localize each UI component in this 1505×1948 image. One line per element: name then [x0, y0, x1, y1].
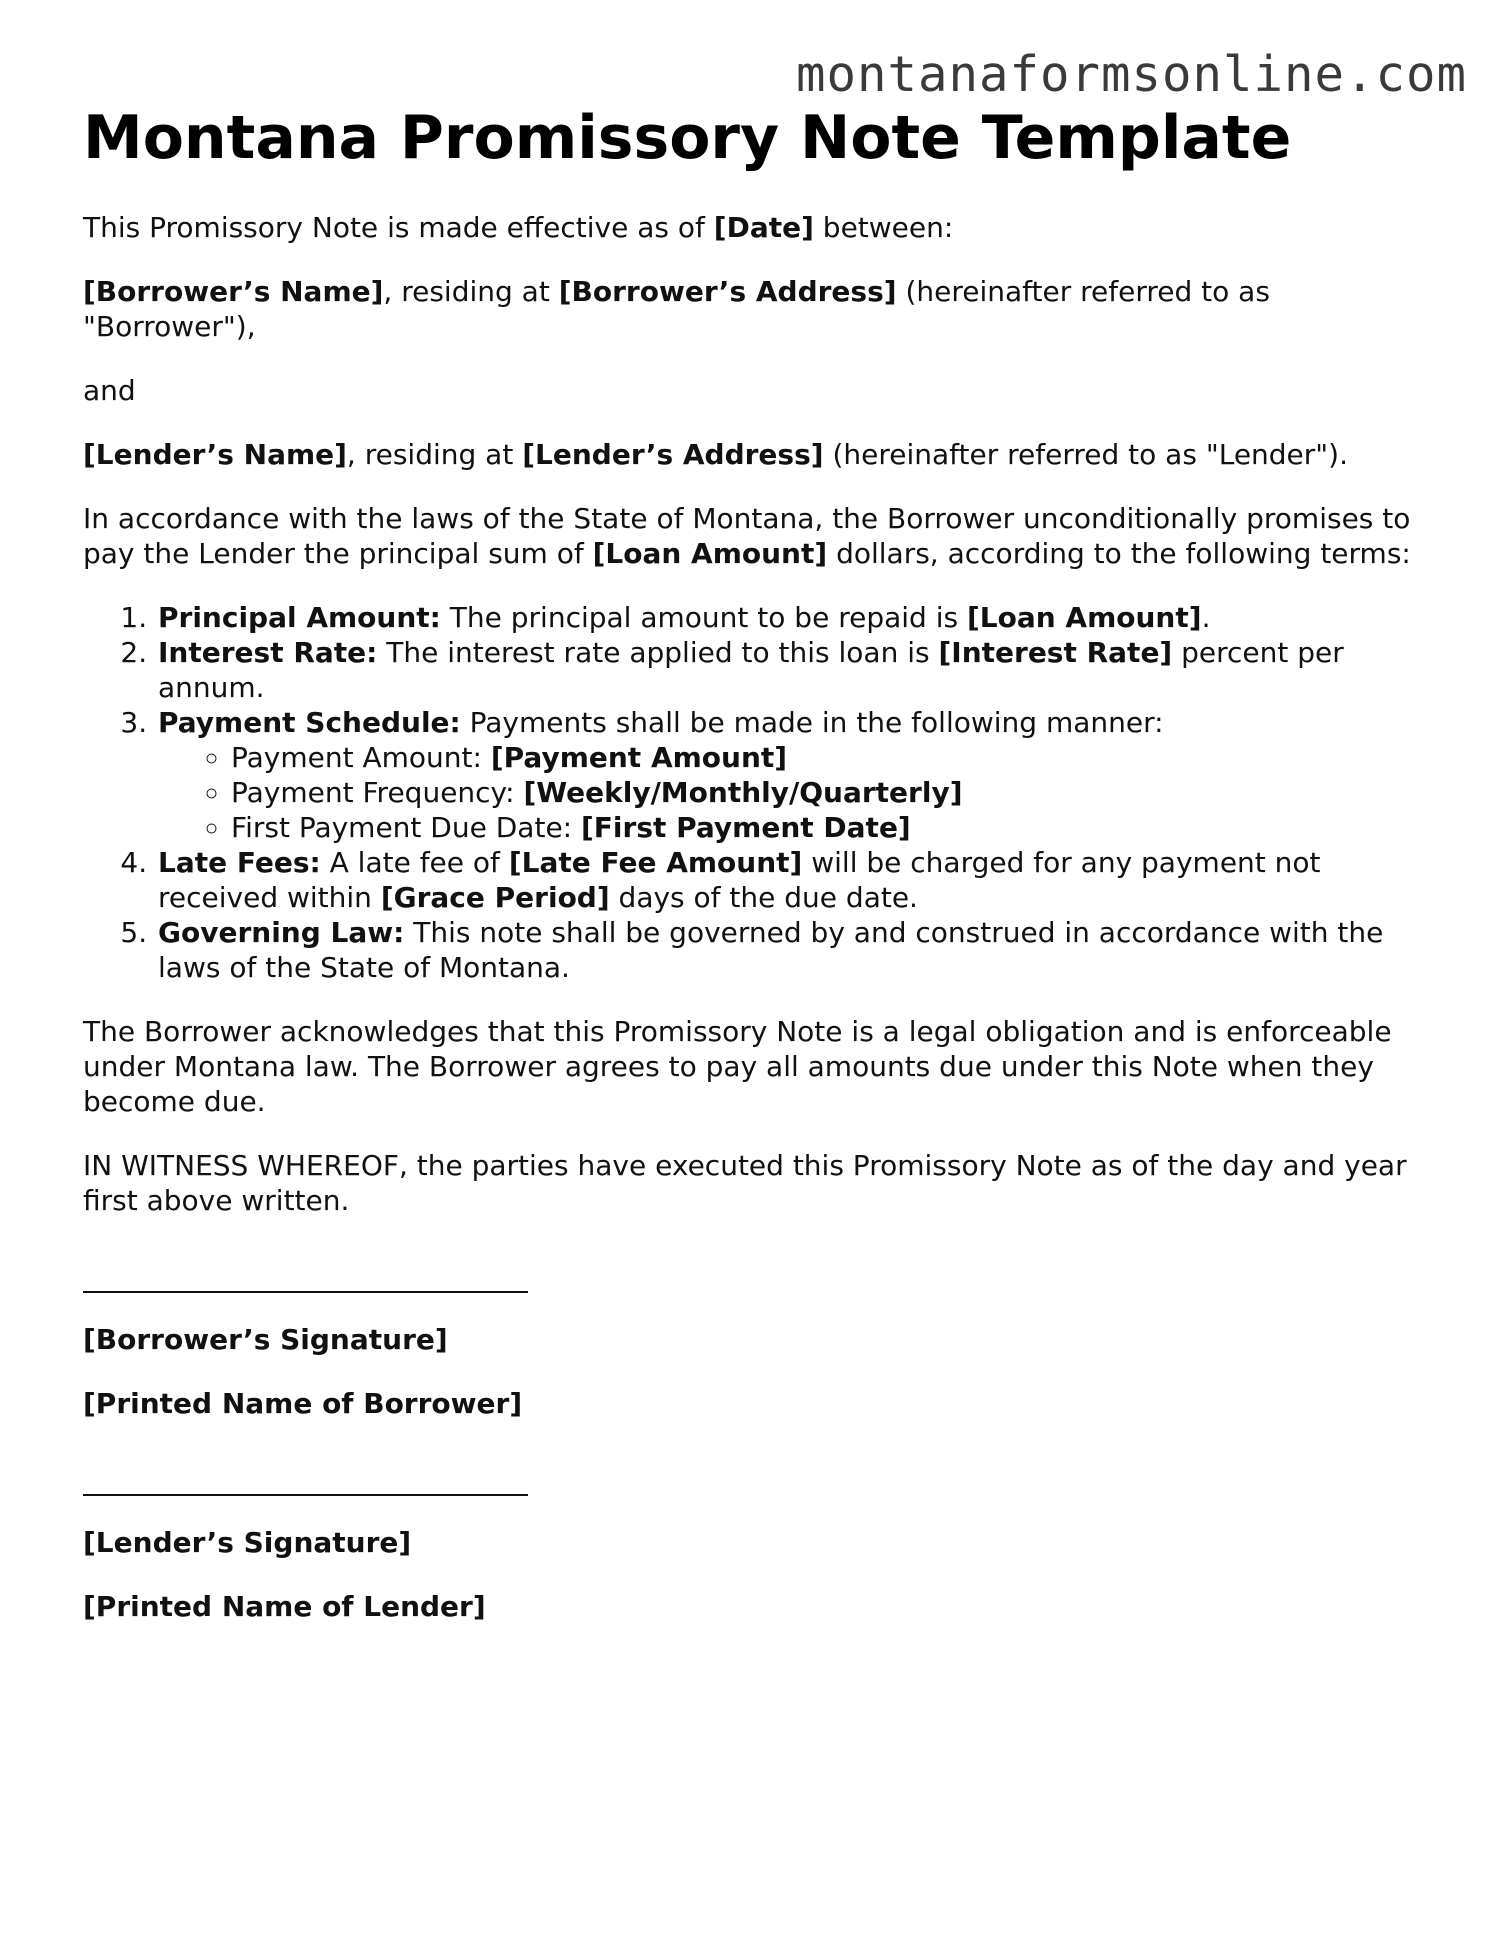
schedule-item-label: First Payment Due Date: — [231, 811, 581, 844]
term-principal — [156, 600, 1423, 635]
term-text: This note shall be governed by and construed in accordance with the laws of the State of Montana. — [158, 916, 1384, 984]
document-title: Montana Promissory Note Template — [83, 103, 1292, 173]
term-text: Payments shall be made in the following manner: — [460, 706, 1164, 739]
lender-reference-text: (hereinafter referred to as "Lender"). — [823, 438, 1349, 471]
borrower-signature-label — [83, 1322, 1423, 1357]
schedule-sublist — [158, 740, 1423, 845]
acknowledgment-paragraph: The Borrower acknowledges that this Promissory Note is a legal obligation and is enforceable under Montana law. The Borrower agrees to pay all amounts due under this Note when they become due. — [83, 1015, 1392, 1118]
term-value: [Loan Amount] — [966, 601, 1202, 634]
borrower-signature-line — [83, 1257, 528, 1293]
lender-residing-text: , residing at — [346, 438, 523, 471]
borrower-printed-name-label — [83, 1386, 1423, 1421]
schedule-item-value: [Payment Amount] — [490, 741, 788, 774]
borrower-paragraph — [83, 274, 1423, 344]
loan-amount-placeholder: [Loan Amount] — [592, 537, 828, 570]
term-schedule — [156, 705, 1423, 845]
intro-text-end: between: — [813, 211, 954, 244]
lender-address-placeholder: [Lender’s Address] — [522, 438, 824, 471]
intro-text: This Promissory Note is made effective as of — [83, 211, 714, 244]
lender-printed-name-label — [83, 1589, 1423, 1624]
term-text-mid: will be charged for any payment not received within — [158, 846, 1321, 914]
lender-signature-label — [83, 1525, 1423, 1560]
document-page — [83, 100, 1423, 1653]
promise-text-end: dollars, according to the following terms: — [827, 537, 1411, 570]
lender-signature-text: [Lender’s Signature] — [83, 1526, 412, 1559]
term-text-end: days of the due date. — [609, 881, 918, 914]
spacer — [83, 1247, 1423, 1257]
term-label: Payment Schedule: — [158, 706, 461, 739]
term-text: The principal amount to be repaid is — [440, 601, 967, 634]
term-value: [Interest Rate] — [938, 636, 1173, 669]
term-label: Interest Rate: — [158, 636, 378, 669]
term-text: A late fee of — [320, 846, 509, 879]
schedule-item — [231, 740, 1423, 775]
term-label: Late Fees: — [158, 846, 321, 879]
lender-name-placeholder: [Lender’s Name] — [83, 438, 347, 471]
term-text-end: . — [1201, 601, 1211, 634]
site-watermark: montanaformsonline.com — [795, 46, 1467, 103]
borrower-name-placeholder: [Borrower’s Name] — [83, 275, 384, 308]
borrower-address-placeholder: [Borrower’s Address] — [558, 275, 897, 308]
term-text-end: percent per annum. — [158, 636, 1344, 704]
terms-list — [83, 600, 1423, 985]
term-late-fees — [156, 845, 1423, 915]
lender-signature-line — [83, 1460, 528, 1496]
term-label: Principal Amount: — [158, 601, 441, 634]
term-interest — [156, 635, 1423, 705]
schedule-item-value: [Weekly/Monthly/Quarterly] — [523, 776, 963, 809]
and-paragraph: and — [83, 374, 136, 407]
intro-paragraph — [83, 210, 1423, 245]
date-placeholder: [Date] — [713, 211, 814, 244]
schedule-item-label: Payment Frequency: — [231, 776, 524, 809]
witness-paragraph: IN WITNESS WHEREOF, the parties have executed this Promissory Note as of the day and year first above written. — [83, 1149, 1407, 1217]
borrower-signature-text: [Borrower’s Signature] — [83, 1323, 448, 1356]
lender-paragraph — [83, 437, 1423, 472]
borrower-printed-name-text: [Printed Name of Borrower] — [83, 1387, 523, 1420]
schedule-item-value: [First Payment Date] — [581, 811, 911, 844]
borrower-residing-text: , residing at — [383, 275, 559, 308]
term-label: Governing Law: — [158, 916, 405, 949]
term-governing-law — [156, 915, 1423, 985]
late-fee-placeholder: [Late Fee Amount] — [508, 846, 803, 879]
borrower-reference-text: (hereinafter referred to as "Borrower"), — [83, 275, 1270, 343]
lender-printed-name-text: [Printed Name of Lender] — [83, 1590, 486, 1623]
schedule-item-label: Payment Amount: — [231, 741, 491, 774]
grace-period-placeholder: [Grace Period] — [380, 881, 610, 914]
schedule-item — [231, 810, 1423, 845]
schedule-item — [231, 775, 1423, 810]
promise-paragraph — [83, 501, 1423, 571]
term-text: The interest rate applied to this loan is — [377, 636, 939, 669]
spacer — [83, 1450, 1423, 1460]
promise-text: In accordance with the laws of the State of Montana, the Borrower unconditionally promises to pay the Lender the principal sum of — [83, 502, 1411, 570]
